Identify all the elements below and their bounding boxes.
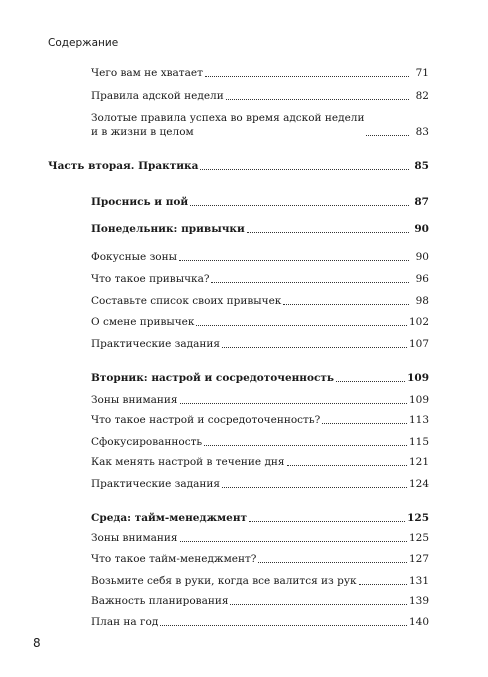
toc-part-entry bbox=[48, 158, 429, 173]
toc-entry-page: 71 bbox=[415, 67, 429, 79]
toc-entry bbox=[91, 551, 429, 566]
dot-leader bbox=[179, 246, 409, 261]
toc-entry-title-line: Золотые правила успеха во время адской недели bbox=[91, 112, 365, 124]
toc-chapter-entry bbox=[91, 370, 429, 385]
toc-entry-title: Среда: тайм-менеджмент bbox=[91, 512, 248, 524]
toc-entry-page: 139 bbox=[408, 595, 429, 607]
dot-leader bbox=[322, 409, 407, 424]
dot-leader bbox=[204, 431, 407, 446]
toc-entry-title-line: и в жизни в целом bbox=[91, 126, 194, 138]
dot-leader bbox=[247, 218, 409, 233]
toc-entry-page: 85 bbox=[414, 160, 429, 172]
dot-leader bbox=[359, 570, 407, 585]
toc-entry bbox=[91, 530, 429, 545]
dot-leader bbox=[196, 311, 406, 326]
toc-entry-page: 90 bbox=[414, 223, 429, 235]
toc-entry-page: 87 bbox=[414, 196, 429, 208]
toc-chapter-entry bbox=[91, 510, 429, 525]
toc-entry bbox=[91, 476, 429, 491]
toc-entry-title: Важность планирования bbox=[91, 595, 229, 607]
dot-leader bbox=[190, 191, 409, 206]
toc-entry bbox=[91, 392, 429, 407]
toc-entry-title: Вторник: настрой и сосредоточенность bbox=[91, 372, 335, 384]
dot-leader bbox=[205, 62, 409, 77]
toc-entry-title: Понедельник: привычки bbox=[91, 223, 245, 235]
toc-entry bbox=[91, 573, 429, 588]
toc-entry-page: 82 bbox=[415, 90, 429, 102]
toc-entry-title: Возьмите себя в руки, когда все валится из рук bbox=[91, 575, 357, 587]
toc-entry-page: 121 bbox=[408, 456, 429, 468]
toc-entry bbox=[91, 271, 429, 286]
toc-entry bbox=[91, 111, 429, 139]
toc-entry-page: 131 bbox=[408, 575, 429, 587]
toc-entry bbox=[91, 65, 429, 80]
toc-entry-title: Правила адской недели bbox=[91, 90, 224, 102]
page-number: 8 bbox=[33, 636, 41, 650]
toc-entry-page: 83 bbox=[415, 126, 429, 138]
toc-entry-page: 113 bbox=[408, 414, 429, 426]
toc-entry-title: Чего вам не хватает bbox=[91, 67, 203, 79]
dot-leader bbox=[222, 473, 407, 488]
toc-entry-page: 125 bbox=[408, 532, 429, 544]
toc-entry-page: 125 bbox=[407, 512, 429, 524]
toc-entry-title: План на год bbox=[91, 616, 159, 628]
toc-entry-page: 140 bbox=[408, 616, 429, 628]
toc-entry-page: 107 bbox=[408, 338, 429, 350]
dot-leader bbox=[160, 611, 407, 626]
dot-leader bbox=[226, 85, 409, 100]
toc-entry-title: Практические задания bbox=[91, 478, 220, 490]
toc-chapter-entry bbox=[91, 221, 429, 236]
running-header: Содержание bbox=[48, 37, 119, 49]
toc-entry-title: Сфокусированность bbox=[91, 436, 203, 448]
toc-entry-title: Фокусные зоны bbox=[91, 251, 177, 263]
toc-entry-title: Как менять настрой в течение дня bbox=[91, 456, 285, 468]
dot-leader bbox=[180, 389, 407, 404]
dot-leader bbox=[200, 155, 409, 170]
dot-leader bbox=[211, 268, 409, 283]
toc-entry bbox=[91, 336, 429, 351]
toc-entry-title: Часть вторая. Практика bbox=[48, 160, 199, 172]
toc-entry-title: Что такое привычка? bbox=[91, 273, 210, 285]
toc-entry-page: 127 bbox=[408, 553, 429, 565]
toc-entry bbox=[91, 314, 429, 329]
toc-entry-title: Зоны внимания bbox=[91, 394, 178, 406]
toc-entry bbox=[91, 88, 429, 103]
dot-leader bbox=[258, 548, 407, 563]
toc-entry-title: Составьте список своих привычек bbox=[91, 295, 282, 307]
toc-entry bbox=[91, 614, 429, 629]
toc-entry-title: Что такое настрой и сосредоточенность? bbox=[91, 414, 321, 426]
toc-entry bbox=[91, 593, 429, 608]
toc-entry-title: Проснись и пой bbox=[91, 196, 189, 208]
toc-entry-page: 98 bbox=[415, 295, 429, 307]
toc-entry-page: 90 bbox=[415, 251, 429, 263]
toc-entry bbox=[91, 454, 429, 469]
toc-entry-title bbox=[91, 111, 364, 139]
dot-leader bbox=[249, 507, 405, 522]
toc-entry-page: 115 bbox=[408, 436, 429, 448]
dot-leader bbox=[230, 590, 406, 605]
dot-leader bbox=[222, 333, 407, 348]
dot-leader bbox=[180, 527, 407, 542]
toc-entry bbox=[91, 412, 429, 427]
dot-leader bbox=[283, 290, 409, 305]
toc-entry-page: 109 bbox=[407, 372, 429, 384]
toc-entry-title: Что такое тайм-менеджмент? bbox=[91, 553, 257, 565]
toc-entry-page: 96 bbox=[415, 273, 429, 285]
toc-entry bbox=[91, 293, 429, 308]
dot-leader bbox=[366, 121, 409, 136]
toc-entry-title: Зоны внимания bbox=[91, 532, 178, 544]
toc-entry-page: 109 bbox=[408, 394, 429, 406]
toc-chapter-entry bbox=[91, 194, 429, 209]
dot-leader bbox=[336, 367, 405, 382]
toc-entry-page: 102 bbox=[408, 316, 429, 328]
toc-entry bbox=[91, 249, 429, 264]
toc-entry-title: О смене привычек bbox=[91, 316, 195, 328]
toc-entry bbox=[91, 434, 429, 449]
toc-entry-page: 124 bbox=[408, 478, 429, 490]
dot-leader bbox=[287, 451, 407, 466]
toc-entry-title: Практические задания bbox=[91, 338, 220, 350]
